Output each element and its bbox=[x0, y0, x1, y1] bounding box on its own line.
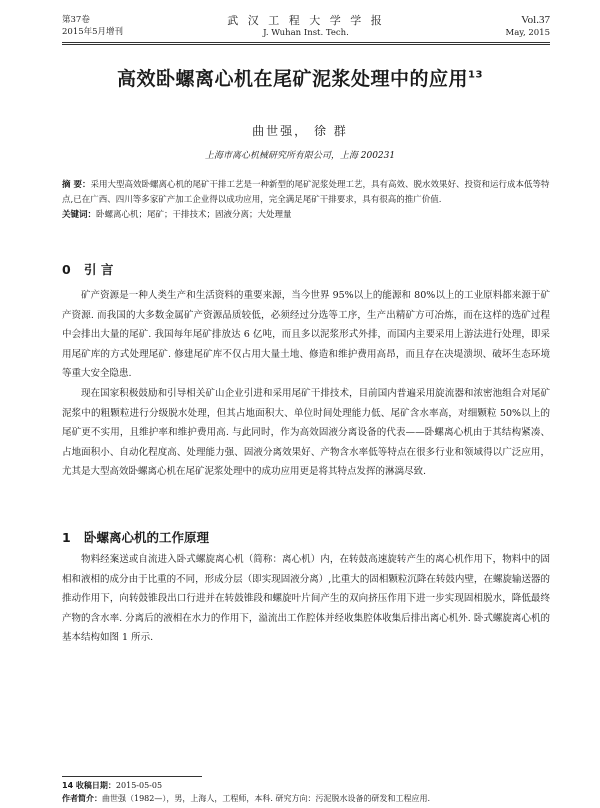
section-number: 0 bbox=[62, 262, 71, 277]
journal-name-cn: 武 汉 工 程 大 学 学 报 bbox=[227, 14, 385, 27]
paragraph: 矿产资源是一种人类生产和生活资料的重要来源，当今世界 95%以上的能源和 80%以上的工业原料都来源于矿产资源. 而我国的大多数金属矿产资源品质较低，必须经过分选等工序，生产出精矿方可冶炼，而在这样的选矿过程中会排出大量的尾矿. 我国每年尾矿排放达 6 亿吨，而且多以泥浆形式外排，而国内主要采用上游法进行处理，即采用尾矿库的方式处理尾矿. 修建尾矿库不仅占用大量土地、修造和维护费用高昂，而且存在决堤溃坝、破坏生态环境等重大安全隐患. bbox=[62, 290, 550, 380]
author-bio-label: 作者简介： bbox=[62, 794, 102, 803]
section-body-0 bbox=[62, 286, 550, 482]
journal-name-en: J. Wuhan Inst. Tech. bbox=[263, 28, 349, 38]
authors: 曲世强， 徐 群 bbox=[252, 124, 348, 138]
keywords-label: 关键词： bbox=[62, 210, 97, 220]
abstract-text: 采用大型高效卧螺离心机的尾矿干排工艺是一种新型的尾矿泥浆处理工艺，具有高效、脱水效果好、投资和运行成本低等特点,已在广西、四川等多家矿产加工企业得以成功应用，完全满足尾矿干排要求，具有很高的推广价值. bbox=[62, 180, 550, 205]
header-right bbox=[506, 14, 550, 39]
abstract-paragraph bbox=[62, 178, 550, 208]
section-body-1 bbox=[62, 550, 550, 648]
paragraph: 现在国家积极鼓励和引导相关矿山企业引进和采用尾矿干排技术，目前国内普遍采用旋流器和浓密池组合对尾矿泥浆中的粗颗粒进行分级脱水处理，但其占地面积大、单位时间处理能力低、尾矿含水率高，对细颗粒 50%以上的尾矿更不实用，且维护率和维护费用高. 与此同时，作为高效固液分离设备的代表——卧螺离心机由于其结构紧凑、占地面积小、自动化程度高、处理能力强、固液分离效果好、产物含水率低等特点在很多行业和领域得以广泛应用，尤其是大型高效卧螺离心机在尾矿泥浆处理中的成功应用更是将其特点发挥的淋漓尽致. bbox=[62, 387, 550, 478]
title-text: 高效卧螺离心机在尾矿泥浆处理中的应用 bbox=[117, 68, 469, 90]
section-number: 1 bbox=[62, 530, 71, 545]
issue-label: 第37卷 bbox=[62, 15, 90, 25]
section-heading-0 bbox=[62, 260, 113, 278]
author-bio: 曲世强（1982—），男，上海人，工程师，本科. 研究方向：污泥脱水设备的研发和工程应用. bbox=[102, 794, 430, 803]
paper-title bbox=[40, 64, 560, 91]
header-rule-thin bbox=[62, 44, 550, 45]
section-title: 卧螺离心机的工作原理 bbox=[84, 530, 210, 545]
abstract bbox=[62, 178, 550, 223]
volume-label: Vol.37 bbox=[521, 14, 550, 26]
received-footnote bbox=[62, 780, 550, 792]
footnote-rule bbox=[62, 776, 202, 777]
title-reference: 13 bbox=[468, 69, 483, 81]
section-title: 引 言 bbox=[84, 262, 114, 277]
author-footnote bbox=[62, 793, 550, 805]
abstract-label: 摘 要： bbox=[62, 180, 91, 190]
running-header bbox=[62, 14, 550, 42]
keywords-text: 卧螺离心机；尾矿；干排技术；固液分离；大处理量 bbox=[96, 210, 292, 220]
section-heading-1 bbox=[62, 528, 209, 546]
header-rule bbox=[62, 42, 550, 43]
affiliation: 上海市离心机械研究所有限公司，上海 200231 bbox=[204, 151, 396, 161]
supplement-label: 2015年5月增刊 bbox=[62, 27, 124, 37]
received-date: 2015-05-05 bbox=[115, 781, 163, 790]
header-center bbox=[62, 14, 550, 39]
date-label: May, 2015 bbox=[505, 28, 550, 38]
paragraph: 物料经案送或自流进入卧式螺旋离心机（简称：离心机）内，在转鼓高速旋转产生的离心机作用下，物料中的固相和液相的成分由于比重的不同，形成分层（即实现固液分离）,比重大的固相颗粒沉降在转鼓内壁，在螺旋输送器的推动作用下，向转鼓锥段出口行进并在转鼓锥段和螺旋叶片间产生的双向挤压作用下进一步实现固相脱水，降低最终产物的含水率. 分离后的液相在水力的作用下，溢流出工作腔体并经收集腔体收集后排出离心机外. 卧式螺旋离心机的基本结构如图 1 所示. bbox=[62, 554, 550, 644]
keywords-line bbox=[62, 208, 550, 223]
received-label: 14 收稿日期： bbox=[62, 781, 116, 790]
